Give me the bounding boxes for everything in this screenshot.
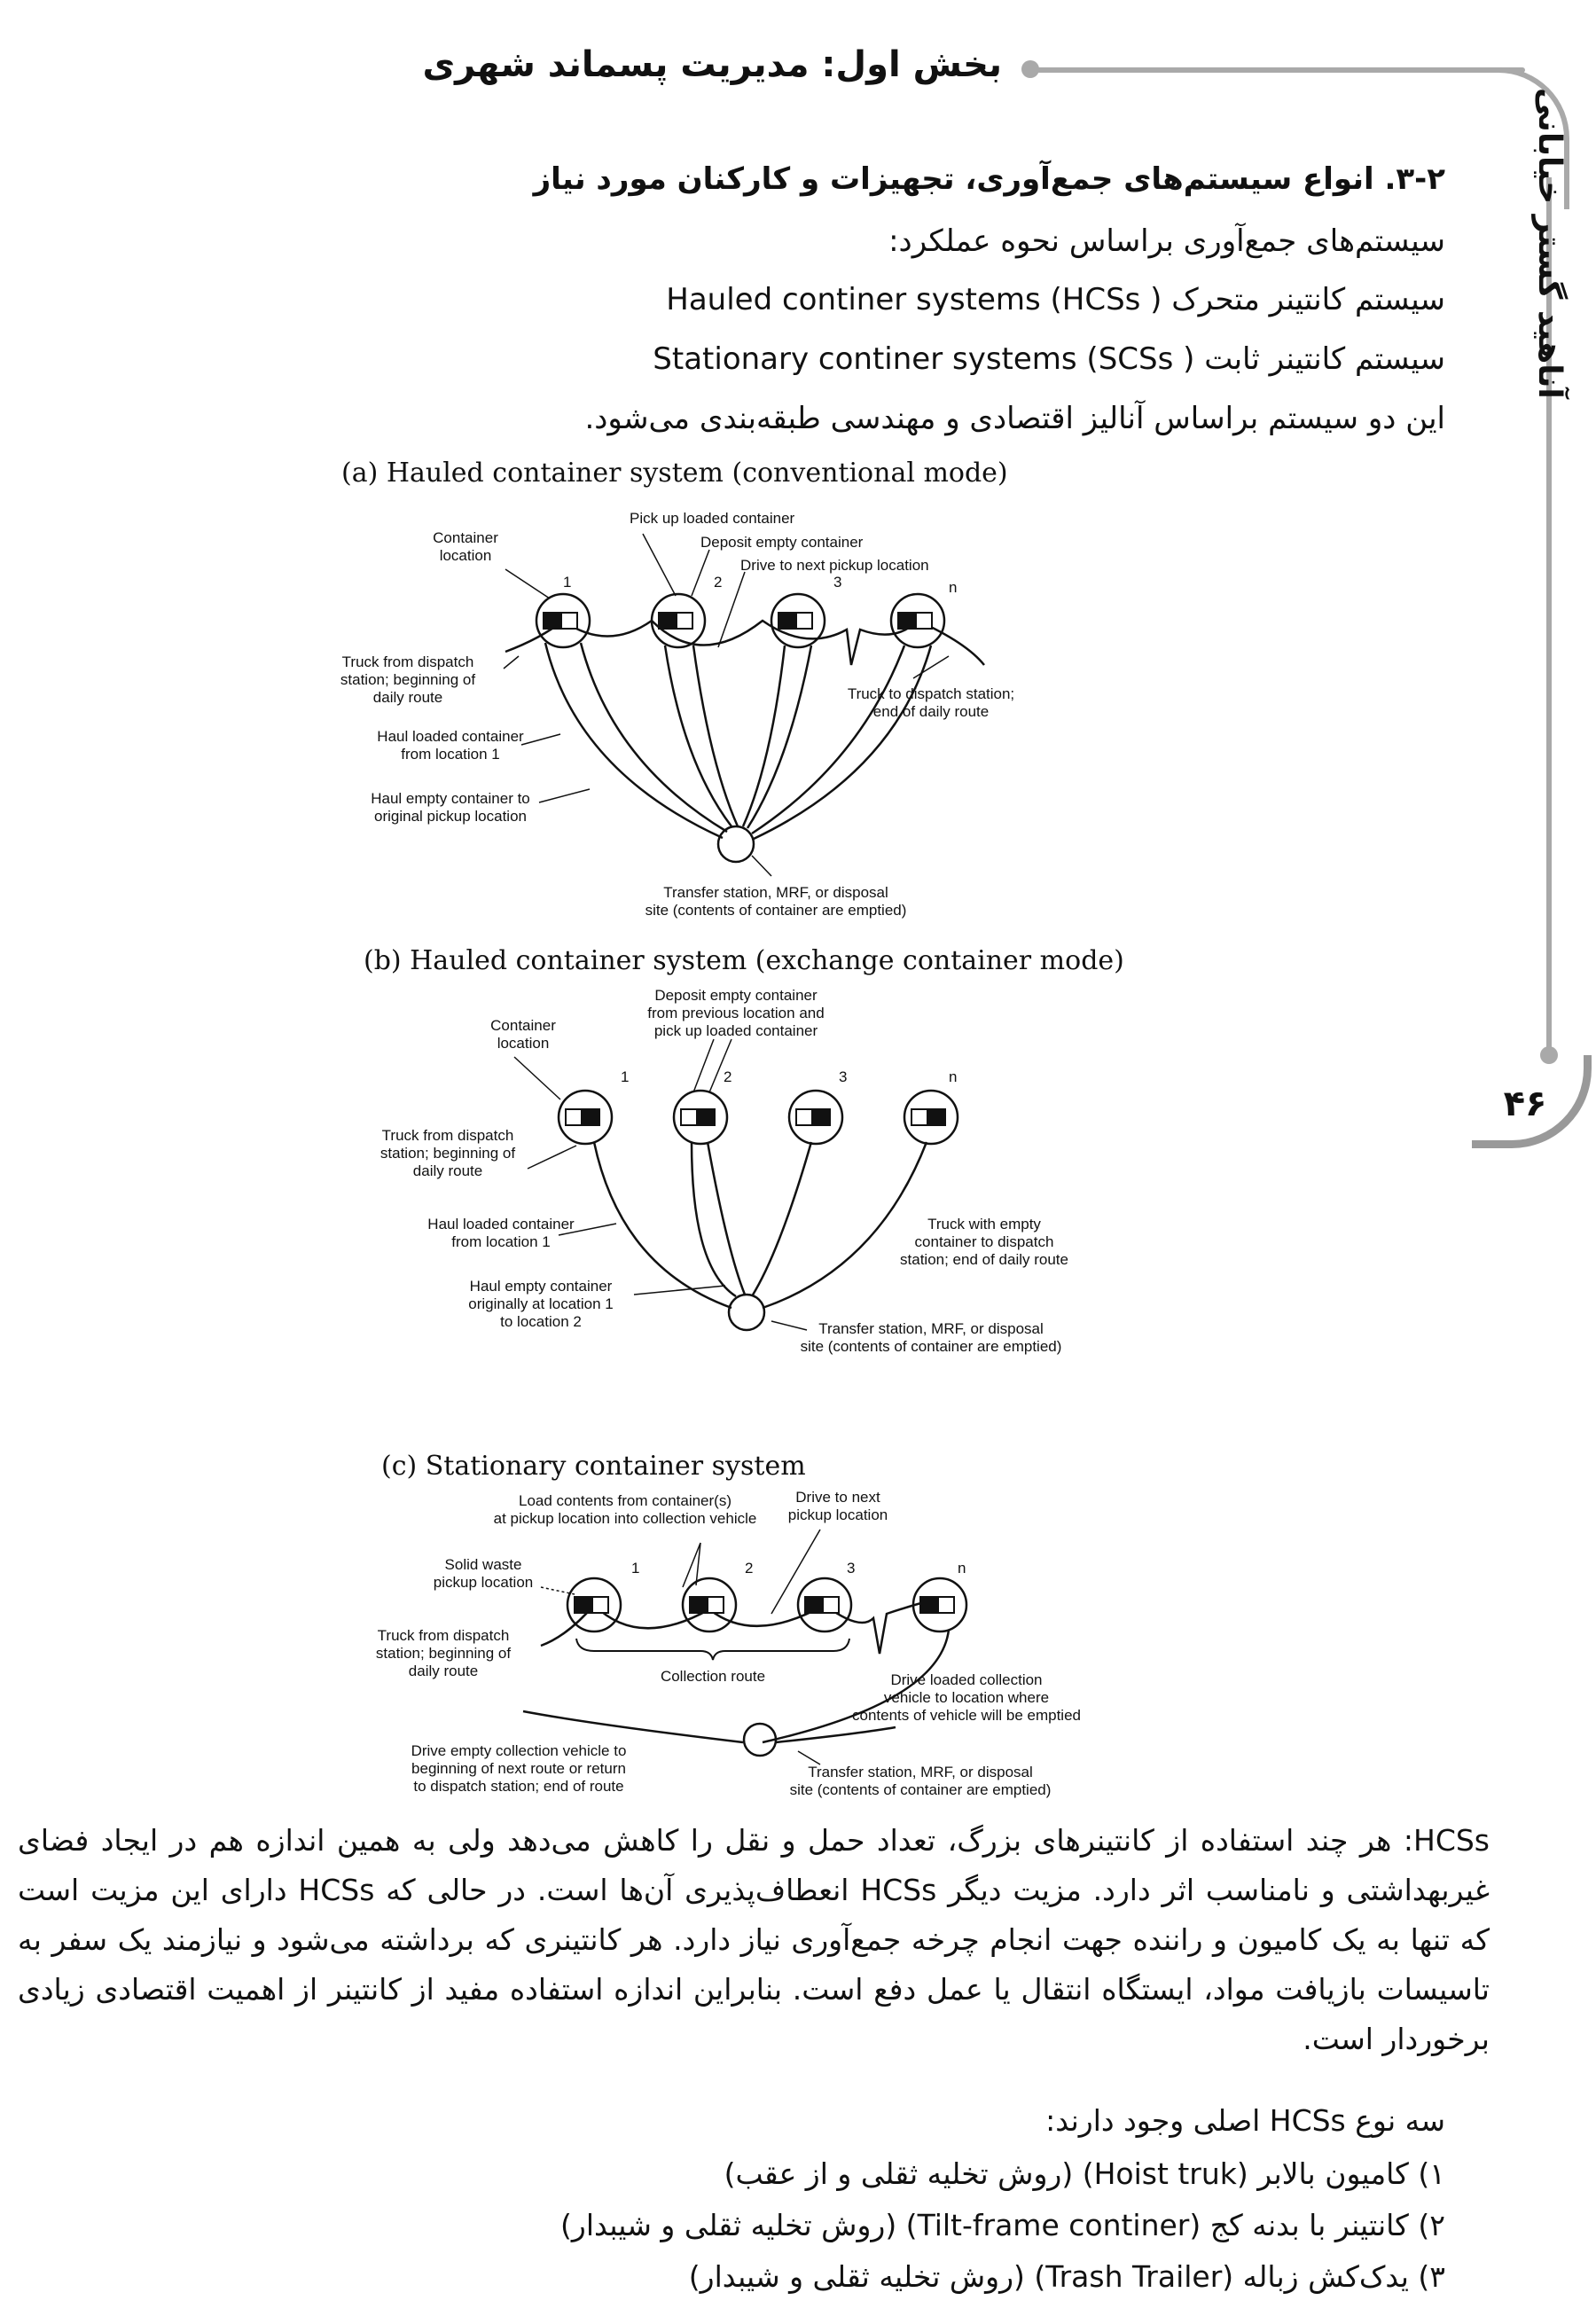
fig-a-label-truck-to-1: Truck to dispatch station; [847,685,1015,702]
fig-b-label-transfer-2: site (contents of container are emptied) [800,1338,1062,1355]
fig-b-label-haul-loaded-1: Haul loaded container [427,1216,575,1232]
fig-a-num-3: 3 [833,574,842,591]
section-heading: ۳-۲. انواع سیستم‌های جمع‌آوری، تجهیزات و کارکنان مورد نیاز [533,161,1445,197]
fig-b-label-deposit-3: pick up loaded container [653,1022,818,1039]
figure-b-title: (b) Hauled container system (exchange container mode) [364,945,1124,976]
publisher-side-text: آناهید گستر خیابانی [1531,88,1568,399]
fig-b-label-haul-empty-3: to location 2 [500,1313,582,1330]
fig-a-label-drive: Drive to next pickup location [740,557,929,574]
body-paragraph: HCSs: هر چند استفاده از کانتینرهای بزرگ، تعداد حمل و نقل را کاهش می‌دهد ولی به همین اندازه هم در ایجاد فضای غیربهداشتی و نامناسب اثر دارد. مزیت دیگر HCSs انعطاف‌پذیری آن‌ها است. در حالی که HCSs دارای این مزیت است که تنها به یک کامیون و راننده جهت انجام چرخه جمع‌آوری نیاز دارد. هر کانتینری که برداشته می‌شود و نیازمند یک سفر به تاسیسات بازیافت مواد، ایستگاه انتقال یا عمل دفع است. بنابراین اندازه استفاده مفید از کانتینر از اهمیت اقتصادی زیادی برخوردار است. [18,1823,1490,2056]
section-line-3: سیستم کانتینر ثابت ( Stationary continer systems (SCSs [653,341,1445,377]
fig-c-label-drive-empty-1: Drive empty collection vehicle to [411,1742,627,1759]
header-dot [1021,60,1039,78]
section-line-2: سیستم کانتینر متحرک ( Hauled continer systems (HCSs [666,282,1445,317]
fig-a-label-haul-loaded-1: Haul loaded container [377,728,524,745]
figure-a-title: (a) Hauled container system (conventional mode) [341,458,1008,489]
hcs-type-item-3: ۳) یدک‌کش زباله (Trash Trailer) (روش تخلیه ثقلی و شیبدار) [688,2259,1445,2294]
fig-b-num-3: 3 [839,1068,848,1085]
fig-b-num-n: n [949,1068,958,1085]
fig-b-label-transfer-1: Transfer station, MRF, or disposal [818,1320,1044,1337]
fig-b-label-haul-loaded-2: from location 1 [451,1233,551,1250]
section-line-1: سیستم‌های جمع‌آوری براساس نحوه عملکرد: [888,223,1445,259]
fig-b-label-haul-empty-1: Haul empty container [469,1278,613,1295]
fig-c-label-truck-from-3: daily route [408,1663,479,1679]
fig-b-label-truck-with-3: station; end of daily route [900,1251,1068,1268]
fig-c-label-transfer-1: Transfer station, MRF, or disposal [808,1764,1033,1780]
fig-c-label-drive-empty-3: to dispatch station; end of route [413,1778,624,1795]
fig-b-label-truck-with-2: container to dispatch [914,1233,1054,1250]
fig-b-num-2: 2 [724,1068,732,1085]
fig-b-label-container-1: Container [490,1017,556,1034]
fig-a-label-pickup: Pick up loaded container [630,510,795,527]
fig-a-label-container-2: location [439,547,492,564]
fig-b-label-deposit-1: Deposit empty container [654,987,818,1004]
fig-a-label-haul-loaded-2: from location 1 [401,746,500,763]
fig-a-num-1: 1 [563,574,572,591]
fig-b-num-1: 1 [621,1068,630,1085]
fig-b-label-deposit-2: from previous location and [647,1005,825,1021]
fig-c-label-solid-2: pickup location [433,1574,534,1591]
fig-a-label-truck-from-2: station; beginning of [340,671,476,688]
fig-c-label-truck-from-2: station; beginning of [375,1645,512,1662]
hcs-type-item-2: ۲) کانتینر با بدنه کج (Tilt-frame continer) (روش تخلیه ثقلی و شیبدار) [560,2208,1445,2242]
fig-c-label-drive-next-1: Drive to next [795,1490,880,1506]
fig-a-label-transfer-2: site (contents of container are emptied) [645,902,907,919]
fig-c-label-transfer-2: site (contents of container are emptied) [789,1781,1052,1798]
fig-a-label-haul-empty-2: original pickup location [374,808,527,825]
fig-c-label-collection-route: Collection route [660,1668,766,1685]
fig-c-label-drive-loaded-2: vehicle to location where [883,1689,1050,1706]
fig-c-label-solid-1: Solid waste [444,1556,522,1573]
fig-b-label-truck-from-2: station; beginning of [379,1145,516,1162]
fig-b-label-truck-with-1: Truck with empty [927,1216,1041,1232]
figure-b-diagram [328,984,1162,1374]
fig-a-label-transfer-1: Transfer station, MRF, or disposal [663,884,888,901]
fig-c-label-drive-next-2: pickup location [787,1506,888,1523]
page-number: ۴۶ [1503,1084,1547,1124]
section-line-4: این دو سیستم براساس آنالیز اقتصادی و مهندسی طبقه‌بندی می‌شود. [584,401,1445,436]
fig-c-num-3: 3 [847,1560,856,1577]
fig-c-num-n: n [958,1560,966,1577]
hcs-types-intro: سه نوع HCSs اصلی وجود دارند: [1045,2103,1445,2138]
fig-b-label-container-2: location [497,1035,550,1052]
figure-c-diagram [328,1490,1162,1809]
fig-a-label-deposit: Deposit empty container [700,534,864,551]
fig-a-label-truck-to-2: end of daily route [872,703,990,720]
fig-c-label-load-2: at pickup location into collection vehicle [493,1510,757,1527]
fig-a-label-truck-from-3: daily route [372,689,443,706]
fig-b-label-truck-from-3: daily route [412,1162,483,1179]
fig-a-num-2: 2 [714,574,723,591]
fig-c-label-drive-empty-2: beginning of next route or return [411,1760,626,1777]
fig-c-label-truck-from-1: Truck from dispatch [377,1627,510,1644]
fig-c-label-drive-loaded-1: Drive loaded collection [890,1671,1043,1688]
fig-a-label-truck-from-1: Truck from dispatch [341,653,474,670]
fig-b-label-haul-empty-2: originally at location 1 [468,1295,614,1312]
fig-c-label-load-1: Load contents from container(s) [518,1492,732,1509]
fig-c-num-1: 1 [631,1560,640,1577]
fig-a-label-container-1: Container [433,529,498,546]
fig-c-label-drive-loaded-3: contents of vehicle will be emptied [852,1707,1081,1724]
fig-a-num-n: n [949,579,958,596]
fig-c-num-2: 2 [745,1560,754,1577]
figure-a-diagram [328,497,1162,931]
hcs-type-item-1: ۱) کامیون بالابر (Hoist truk) (روش تخلیه ثقلی و از عقب) [724,2156,1445,2191]
figure-c-title: (c) Stationary container system [381,1451,806,1482]
fig-a-label-haul-empty-1: Haul empty container to [371,790,530,807]
chapter-title: بخش اول: مدیریت پسماند شهری [422,44,1002,85]
fig-b-label-truck-from-1: Truck from dispatch [381,1127,514,1144]
